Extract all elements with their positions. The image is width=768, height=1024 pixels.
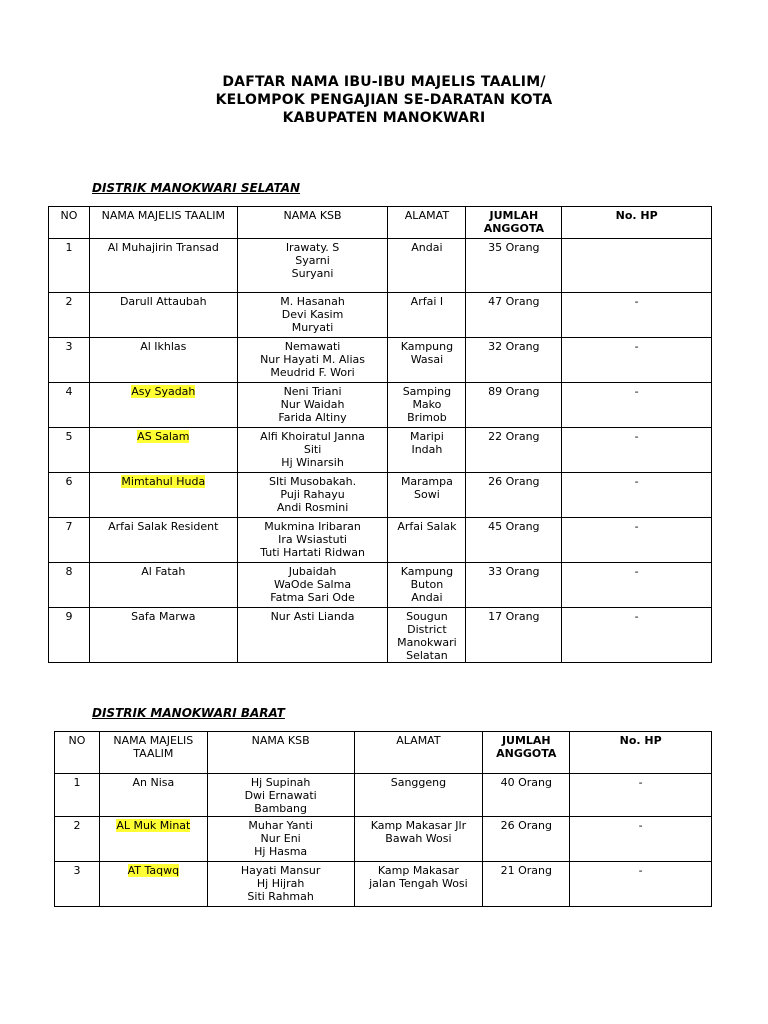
- cell-alamat-line: Andai: [411, 591, 443, 604]
- cell-majelis: [99, 774, 207, 817]
- cell-ksb-line: Irawaty. S: [285, 241, 340, 254]
- table-header-row: [55, 732, 712, 774]
- table-row: [49, 563, 712, 608]
- cell-alamat-line: Kamp Makasar: [377, 864, 459, 877]
- cell-alamat-line: Wasai: [410, 353, 444, 366]
- majelis-name: Darull Attaubah: [119, 295, 207, 308]
- cell-no: 7: [49, 518, 90, 563]
- cell-alamat: [388, 239, 466, 293]
- cell-alamat-line: Bawah Wosi: [385, 832, 452, 845]
- cell-ksb-line: Nur Waidah: [280, 398, 345, 411]
- cell-jumlah: 26 Orang: [466, 473, 562, 518]
- cell-alamat: [388, 428, 466, 473]
- majelis-name: Al Ikhlas: [140, 340, 187, 353]
- title-line-1: DAFTAR NAMA IBU-IBU MAJELIS TAALIM/: [222, 74, 546, 90]
- cell-ksb-line: Dwi Ernawati: [244, 789, 317, 802]
- cell-majelis: [89, 563, 237, 608]
- cell-ksb: [207, 862, 354, 907]
- cell-no: 9: [49, 608, 90, 663]
- section-heading-selatan: DISTRIK MANOKWARI SELATAN: [92, 181, 301, 195]
- cell-no: 5: [49, 428, 90, 473]
- cell-alamat-line: Arfai Salak: [397, 520, 457, 533]
- title-line-3: KABUPATEN MANOKWARI: [282, 110, 486, 126]
- cell-jumlah: 32 Orang: [466, 338, 562, 383]
- header-jumlah: JUMLAH ANGGOTA: [466, 207, 562, 239]
- cell-alamat-line: Indah: [411, 443, 443, 456]
- cell-ksb-line: Nur Asti Lianda: [270, 610, 355, 623]
- cell-alamat-line: Sowi: [414, 488, 440, 501]
- cell-majelis: [89, 608, 237, 663]
- majelis-name: An Nisa: [132, 776, 175, 789]
- cell-jumlah: 35 Orang: [466, 239, 562, 293]
- cell-majelis: [89, 293, 237, 338]
- cell-no: 8: [49, 563, 90, 608]
- header-hp: No. HP: [562, 207, 712, 239]
- cell-ksb: [237, 338, 388, 383]
- cell-alamat-line: Andai: [411, 241, 443, 254]
- cell-ksb-line: Syarni: [295, 254, 330, 267]
- cell-ksb: [237, 293, 388, 338]
- cell-ksb-line: Fatma Sari Ode: [270, 591, 355, 604]
- cell-alamat: [388, 473, 466, 518]
- header-hp: No. HP: [570, 732, 712, 774]
- cell-no: 3: [49, 338, 90, 383]
- majelis-name: AT Taqwq: [127, 864, 180, 877]
- cell-ksb-line: Neni Triani: [283, 385, 342, 398]
- cell-ksb: [237, 563, 388, 608]
- table-row: [49, 293, 712, 338]
- cell-jumlah: 47 Orang: [466, 293, 562, 338]
- table-row: [55, 862, 712, 907]
- cell-ksb-line: Tuti Hartati Ridwan: [260, 546, 365, 559]
- cell-majelis: [89, 473, 237, 518]
- cell-ksb: [237, 518, 388, 563]
- cell-hp: [562, 239, 712, 293]
- cell-alamat-line: Samping: [402, 385, 452, 398]
- cell-hp: -: [562, 428, 712, 473]
- cell-jumlah: 40 Orang: [483, 774, 570, 817]
- cell-jumlah: 17 Orang: [466, 608, 562, 663]
- cell-ksb-line: Suryani: [291, 267, 334, 280]
- table-manokwari-barat: [54, 731, 712, 907]
- cell-hp: -: [570, 774, 712, 817]
- section-heading-barat: DISTRIK MANOKWARI BARAT: [92, 706, 285, 720]
- majelis-name: AL Muk Minat: [116, 819, 191, 832]
- majelis-name: Al Muhajirin Transad: [107, 241, 219, 254]
- cell-alamat-line: Arfai I: [410, 295, 444, 308]
- cell-ksb-line: Hj Hijrah: [256, 877, 305, 890]
- cell-alamat-line: District: [407, 623, 447, 636]
- cell-ksb-line: Jubaidah: [288, 565, 337, 578]
- table-header-row: [49, 207, 712, 239]
- cell-ksb: [237, 473, 388, 518]
- cell-alamat-line: Manokwari: [397, 636, 457, 649]
- table-row: [49, 473, 712, 518]
- majelis-name: Mimtahul Huda: [121, 475, 206, 488]
- cell-alamat: [388, 518, 466, 563]
- cell-alamat-line: Sanggeng: [390, 776, 447, 789]
- cell-alamat: [354, 862, 483, 907]
- majelis-name: AS Salam: [137, 430, 190, 443]
- majelis-name: Al Fatah: [141, 565, 186, 578]
- cell-ksb-line: Devi Kasim: [281, 308, 344, 321]
- header-jumlah: JUMLAH ANGGOTA: [483, 732, 570, 774]
- cell-no: 2: [55, 817, 100, 862]
- cell-ksb-line: Siti Rahmah: [247, 890, 314, 903]
- cell-hp: -: [562, 383, 712, 428]
- cell-no: 1: [49, 239, 90, 293]
- table-manokwari-selatan: [48, 206, 712, 663]
- cell-alamat-line: Sougun: [406, 610, 448, 623]
- cell-alamat-line: Kampung: [400, 565, 454, 578]
- cell-ksb-line: Andi Rosmini: [276, 501, 349, 514]
- cell-hp: -: [562, 293, 712, 338]
- cell-ksb: [237, 239, 388, 293]
- cell-alamat-line: Mako: [412, 398, 442, 411]
- cell-ksb-line: Nur Eni: [260, 832, 301, 845]
- cell-majelis: [89, 239, 237, 293]
- cell-ksb-line: Nemawati: [284, 340, 341, 353]
- cell-alamat-line: Kampung: [400, 340, 454, 353]
- cell-alamat-line: Brimob: [407, 411, 447, 424]
- cell-ksb-line: Ira Wsiastuti: [278, 533, 347, 546]
- cell-ksb-line: Hj Hasma: [254, 845, 308, 858]
- table-row: [49, 338, 712, 383]
- cell-ksb-line: Mukmina Iribaran: [264, 520, 361, 533]
- cell-jumlah: 21 Orang: [483, 862, 570, 907]
- cell-ksb-line: Hj Supinah: [250, 776, 311, 789]
- cell-ksb-line: Puji Rahayu: [280, 488, 345, 501]
- cell-jumlah: 22 Orang: [466, 428, 562, 473]
- cell-majelis: [99, 862, 207, 907]
- cell-majelis: [99, 817, 207, 862]
- cell-alamat-line: Selatan: [406, 649, 448, 662]
- header-alamat: ALAMAT: [388, 207, 466, 239]
- header-no: NO: [55, 732, 100, 774]
- cell-ksb-line: Siti: [303, 443, 322, 456]
- cell-no: 2: [49, 293, 90, 338]
- document-title: [0, 73, 768, 127]
- header-majelis: NAMA MAJELIS TAALIM: [89, 207, 237, 239]
- header-alamat: ALAMAT: [354, 732, 483, 774]
- table-row: [49, 608, 712, 663]
- cell-ksb-line: Alfi Khoiratul Janna: [260, 430, 365, 443]
- cell-majelis: [89, 383, 237, 428]
- cell-hp: -: [562, 518, 712, 563]
- majelis-name: Arfai Salak Resident: [108, 520, 219, 533]
- cell-hp: -: [562, 338, 712, 383]
- cell-ksb-line: Bambang: [254, 802, 307, 815]
- cell-alamat: [388, 563, 466, 608]
- header-no: NO: [49, 207, 90, 239]
- cell-alamat-line: jalan Tengah Wosi: [369, 877, 468, 890]
- cell-ksb: [207, 817, 354, 862]
- cell-jumlah: 33 Orang: [466, 563, 562, 608]
- cell-ksb-line: Muhar Yanti: [248, 819, 313, 832]
- cell-alamat: [388, 338, 466, 383]
- table-row: [49, 518, 712, 563]
- cell-ksb: [237, 428, 388, 473]
- majelis-name: Safa Marwa: [131, 610, 196, 623]
- cell-ksb-line: Hj Winarsih: [281, 456, 344, 469]
- cell-alamat-line: Buton: [410, 578, 444, 591]
- cell-ksb-line: Muryati: [291, 321, 334, 334]
- cell-no: 1: [55, 774, 100, 817]
- cell-ksb-line: Meudrid F. Wori: [270, 366, 355, 379]
- cell-jumlah: 89 Orang: [466, 383, 562, 428]
- title-line-2: KELOMPOK PENGAJIAN SE-DARATAN KOTA: [215, 92, 553, 108]
- cell-ksb-line: SIti Musobakah.: [268, 475, 357, 488]
- header-ksb: NAMA KSB: [237, 207, 388, 239]
- cell-ksb-line: M. Hasanah: [280, 295, 345, 308]
- cell-ksb: [237, 608, 388, 663]
- cell-alamat: [388, 383, 466, 428]
- table-row: [55, 774, 712, 817]
- cell-ksb-line: Nur Hayati M. Alias: [260, 353, 366, 366]
- cell-ksb: [237, 383, 388, 428]
- cell-jumlah: 26 Orang: [483, 817, 570, 862]
- cell-no: 6: [49, 473, 90, 518]
- header-majelis: NAMA MAJELIS TAALIM: [99, 732, 207, 774]
- cell-ksb-line: WaOde Salma: [274, 578, 352, 591]
- majelis-name: Asy Syadah: [131, 385, 196, 398]
- table-row: [55, 817, 712, 862]
- cell-no: 3: [55, 862, 100, 907]
- cell-ksb-line: Hayati Mansur: [240, 864, 321, 877]
- cell-jumlah: 45 Orang: [466, 518, 562, 563]
- cell-hp: -: [570, 862, 712, 907]
- table-row: [49, 383, 712, 428]
- table-row: [49, 239, 712, 293]
- cell-alamat-line: Kamp Makasar Jlr: [370, 819, 467, 832]
- cell-alamat: [388, 608, 466, 663]
- cell-hp: -: [570, 817, 712, 862]
- cell-alamat: [354, 817, 483, 862]
- cell-ksb-line: Farida Altiny: [278, 411, 347, 424]
- cell-alamat-line: Maripi: [409, 430, 444, 443]
- header-ksb: NAMA KSB: [207, 732, 354, 774]
- cell-majelis: [89, 518, 237, 563]
- table-row: [49, 428, 712, 473]
- cell-ksb: [207, 774, 354, 817]
- cell-alamat: [388, 293, 466, 338]
- cell-majelis: [89, 338, 237, 383]
- cell-hp: -: [562, 563, 712, 608]
- cell-alamat-line: Marampa: [400, 475, 453, 488]
- cell-majelis: [89, 428, 237, 473]
- cell-hp: -: [562, 608, 712, 663]
- cell-alamat: [354, 774, 483, 817]
- cell-hp: -: [562, 473, 712, 518]
- cell-no: 4: [49, 383, 90, 428]
